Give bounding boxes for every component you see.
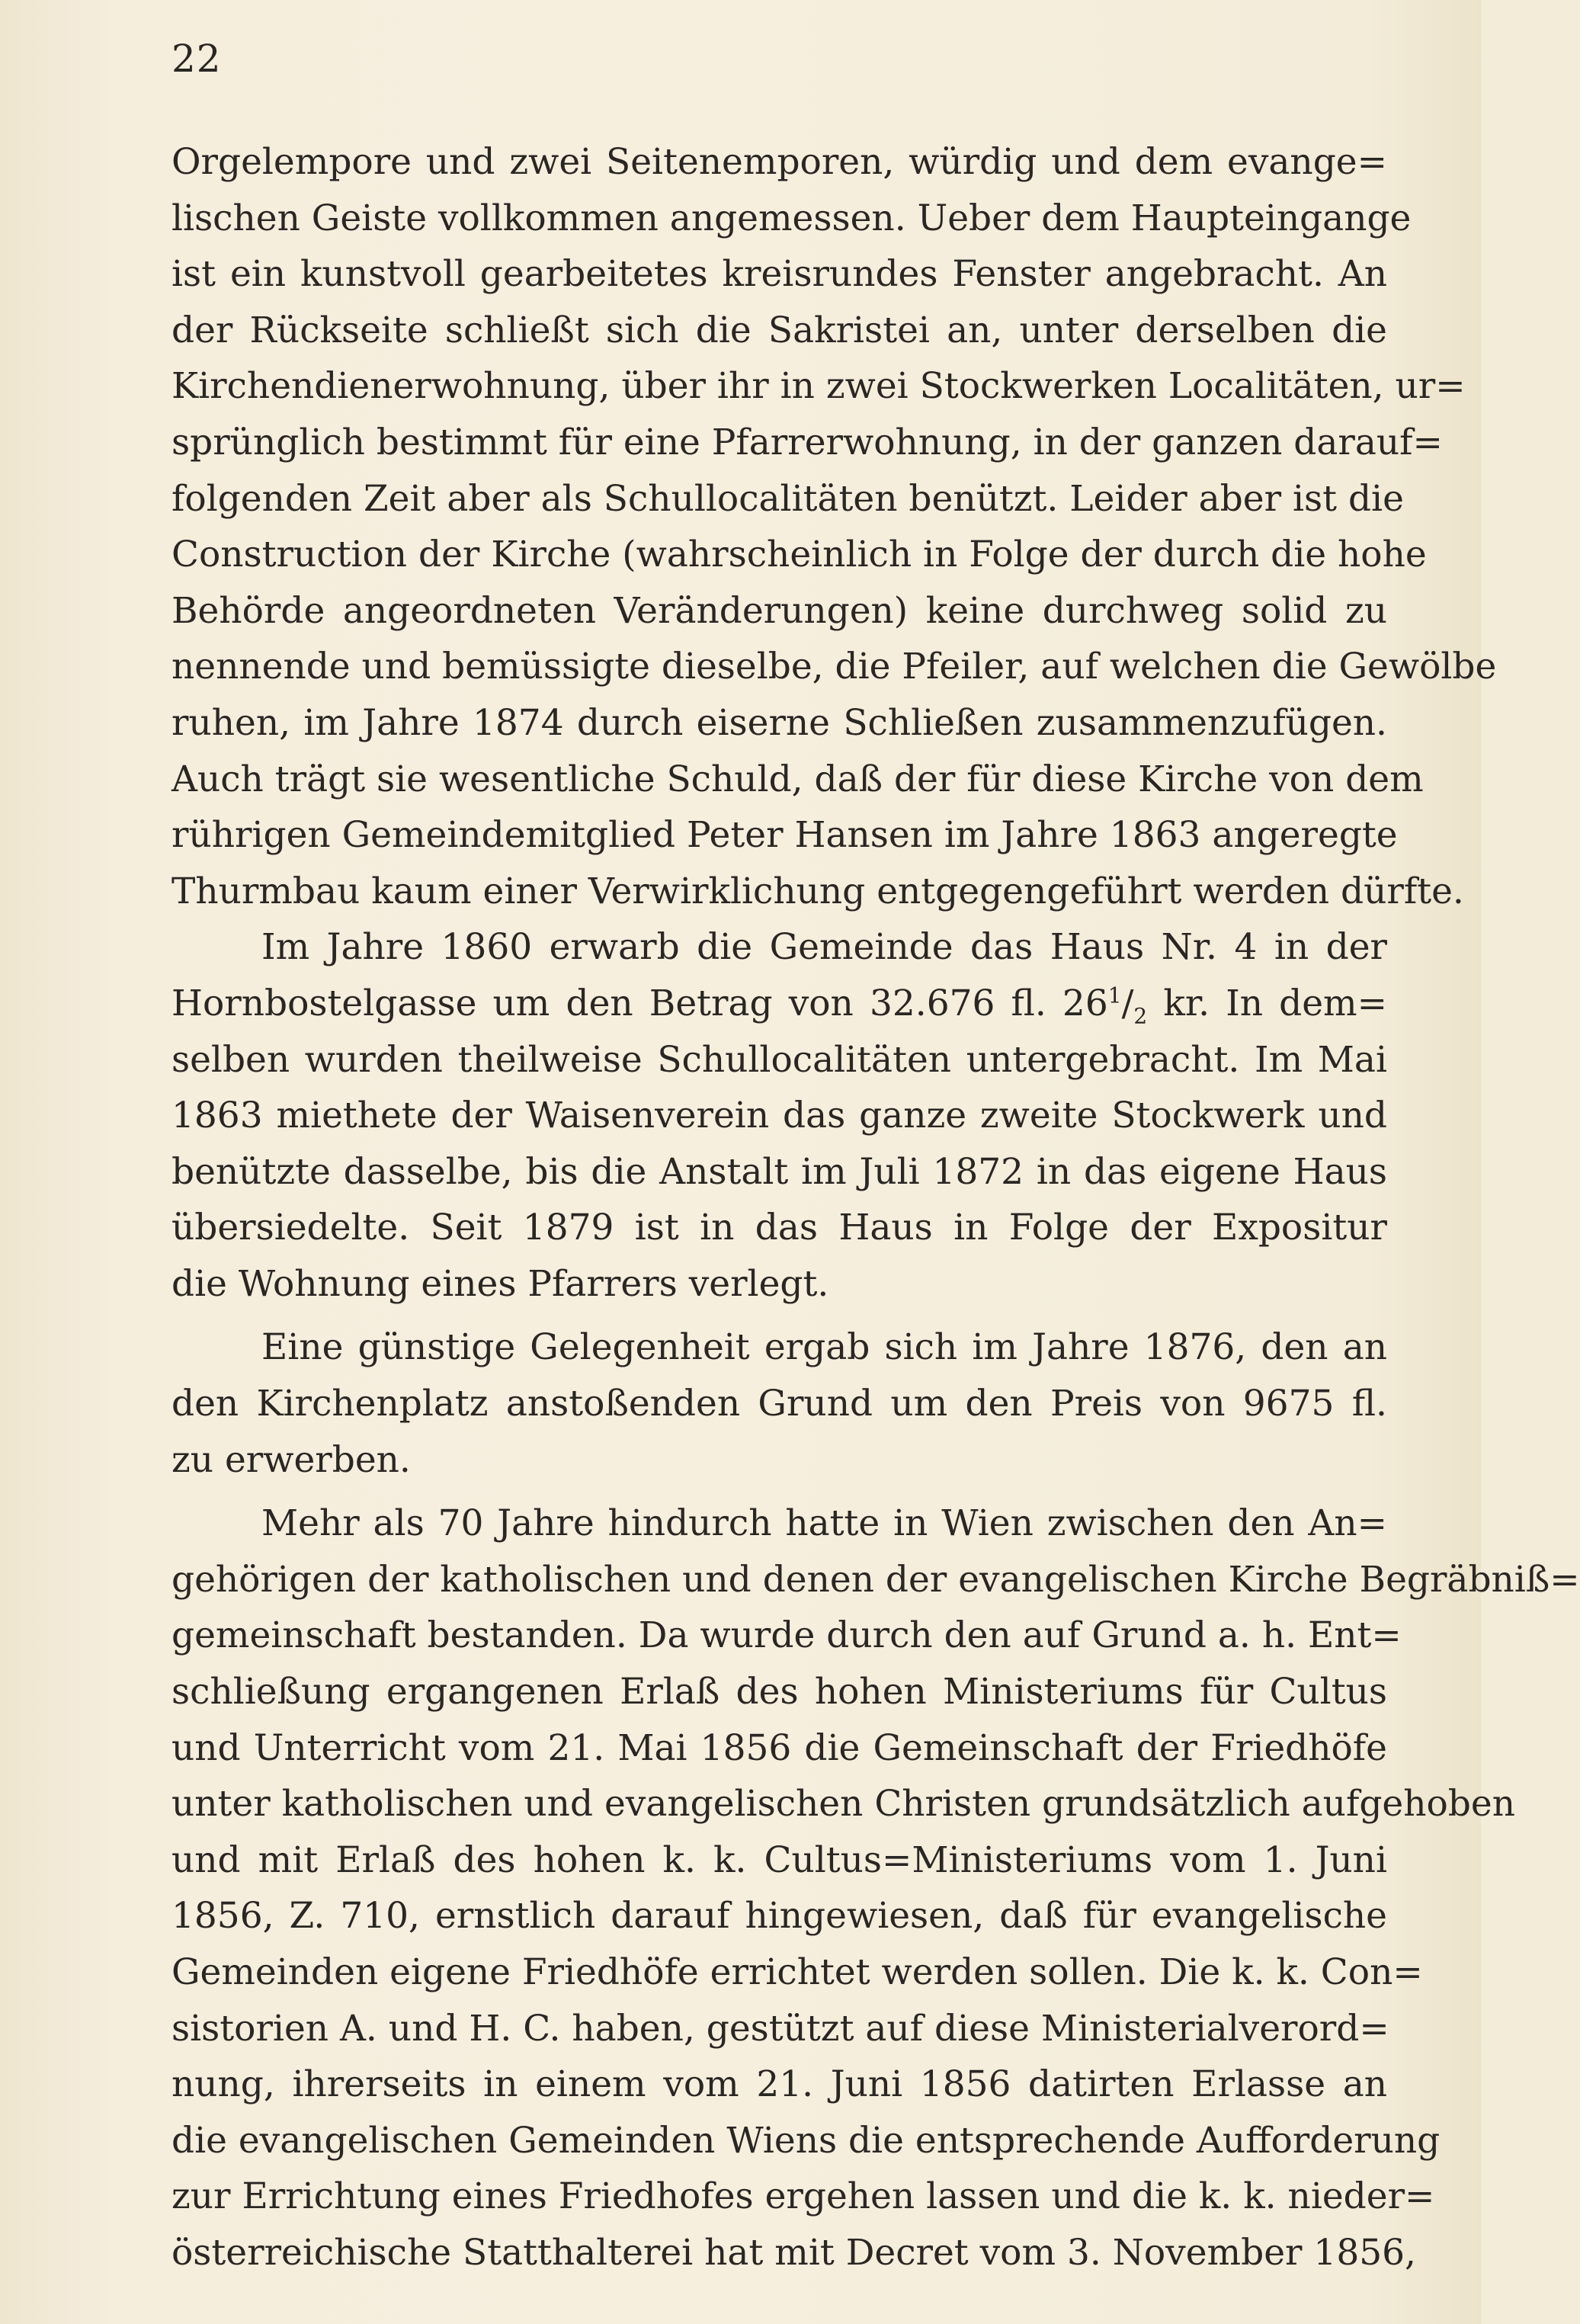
text-line: und mit Erlaß des hohen k. k. Cultus=Ministeriums vom 1. Juni [171,1838,1387,1881]
text-segment: Hornbostelgasse um den Betrag von 32.676 fl. 26 [171,982,1108,1024]
text-line-with-fraction: Hornbostelgasse um den Betrag von 32.676 fl. $26^1/_2$ kr. In dem= [171,982,1387,1029]
text-line: Mehr als 70 Jahre hindurch hatte in Wien zwischen den An= [261,1502,1387,1545]
text-line: benützte dasselbe, bis die Anstalt im Juli 1872 in das eigene Haus [171,1150,1387,1193]
text-line: österreichische Statthalterei hat mit Decret vom 3. November 1856, [171,2231,1416,2274]
text-line: sprünglich bestimmt für eine Pfarrerwohnung, in der ganzen darauf= [171,421,1443,463]
text-line: Kirchendienerwohnung, über ihr in zwei Stockwerken Localitäten, ur= [171,365,1466,408]
text-line: übersiedelte. Seit 1879 ist in das Haus in Folge der Expositur [171,1207,1387,1249]
text-line: und Unterricht vom 21. Mai 1856 die Gemeinschaft der Friedhöfe [171,1726,1387,1769]
text-line: lischen Geiste vollkommen angemessen. Ueber dem Haupteingange [171,197,1412,239]
text-line: rührigen Gemeindemitglied Peter Hansen im Jahre 1863 angeregte [171,814,1398,857]
text-line: die Wohnung eines Pfarrers verlegt. [171,1262,829,1305]
text-line: der Rückseite schließt sich die Sakristei an, unter derselben die [171,309,1387,351]
text-line: folgenden Zeit aber als Schullocalitäten benützt. Leider aber ist die [171,477,1404,520]
text-line: selben wurden theilweise Schullocalitäten untergebracht. Im Mai [171,1038,1387,1081]
text-line: Im Jahre 1860 erwarb die Gemeinde das Haus Nr. 4 in der [261,926,1387,969]
text-line: Orgelempore und zwei Seitenemporen, würdig und dem evange= [171,141,1387,183]
fraction-denominator: 2 [1133,1003,1148,1029]
body-text [171,134,1580,2281]
text-line: den Kirchenplatz anstoßenden Grund um den Preis von 9675 fl. [171,1383,1387,1425]
text-line: Thurmbau kaum einer Verwirklichung entgegengeführt werden dürfte. [171,870,1464,912]
text-segment: kr. In dem= [1147,982,1387,1024]
text-line: gemeinschaft bestanden. Da wurde durch den auf Grund a. h. Ent= [171,1614,1402,1657]
text-line: zu erwerben. [171,1438,411,1481]
text-line: Gemeinden eigene Friedhöfe errichtet werden sollen. Die k. k. Con= [171,1951,1423,1993]
text-line: Construction der Kirche (wahrscheinlich in Folge der durch die hohe [171,534,1427,576]
text-line: 1863 miethete der Waisenverein das ganze zweite Stockwerk und [171,1095,1387,1137]
text-line: gehörigen der katholischen und denen der evangelischen Kirche Begräbniß= [171,1558,1580,1601]
text-line: nennende und bemüssigte dieselbe, die Pfeiler, auf welchen die Gewölbe [171,646,1497,688]
text-line: schließung ergangenen Erlaß des hohen Ministeriums für Cultus [171,1671,1387,1713]
text-line: die evangelischen Gemeinden Wiens die entsprechende Aufforderung [171,2119,1441,2162]
text-line: nung, ihrerseits in einem vom 21. Juni 1856 datirten Erlasse an [171,2063,1387,2106]
text-line: Behörde angeordneten Veränderungen) keine durchweg solid zu [171,589,1387,632]
text-line: Eine günstige Gelegenheit ergab sich im Jahre 1876, den an [261,1326,1387,1369]
fraction-numerator: 1 [1107,982,1122,1008]
text-line: unter katholischen und evangelischen Christen grundsätzlich aufgehoben [171,1783,1515,1826]
text-line: ist ein kunstvoll gearbeitetes kreisrundes Fenster angebracht. An [171,253,1387,296]
text-line: Auch trägt sie wesentliche Schuld, daß der für diese Kirche von dem [171,758,1424,800]
text-line: zur Errichtung eines Friedhofes ergehen lassen und die k. k. nieder= [171,2175,1435,2218]
page-number: 22 [171,37,222,81]
text-line: sistorien A. und H. C. haben, gestützt auf diese Ministerialverord= [171,2007,1389,2050]
text-line: 1856, Z. 710, ernstlich darauf hingewiesen, daß für evangelische [171,1895,1387,1938]
text-line: ruhen, im Jahre 1874 durch eiserne Schließen zusammenzufügen. [171,701,1387,744]
